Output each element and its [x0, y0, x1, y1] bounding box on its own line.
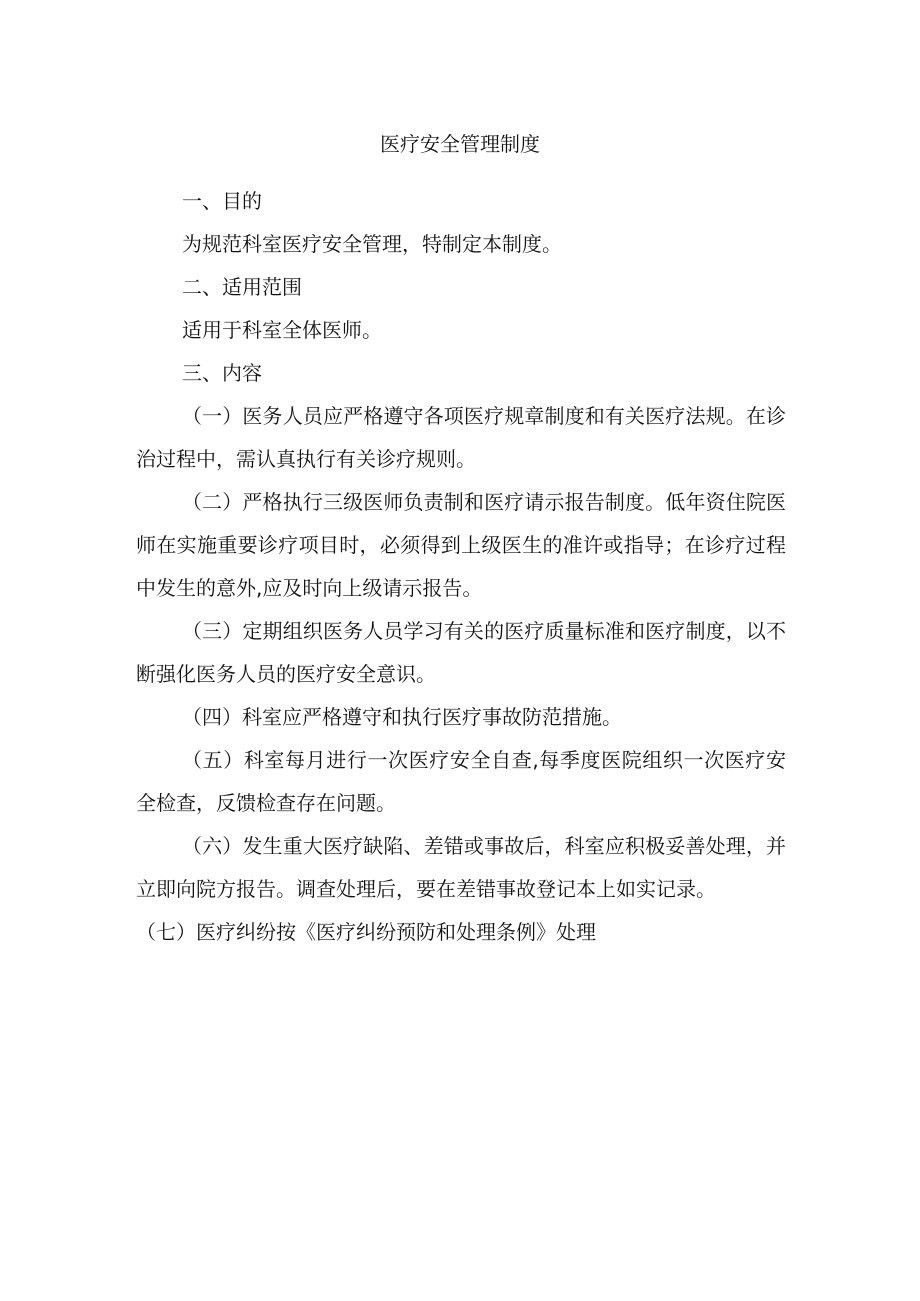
document-title: 医疗安全管理制度	[380, 132, 540, 156]
content-item-7: （七）医疗纠纷按《医疗纠纷预防和处理条例》处理	[136, 920, 596, 944]
section-heading-content: 三、内容	[182, 361, 262, 385]
section-text-purpose: 为规范科室医疗安全管理，特制定本制度。	[182, 232, 562, 256]
content-item-4: （四）科室应严格遵守和执行医疗事故防范措施。	[182, 705, 622, 729]
section-heading-scope: 二、适用范围	[182, 275, 302, 299]
document-body	[136, 180, 786, 954]
section-heading-purpose: 一、目的	[182, 189, 262, 213]
content-item-5: （五）科室每月进行一次医疗安全自查,每季度医院组织一次医疗安全检查，反馈检查存在问题。	[136, 748, 786, 815]
content-item-6: （六）发生重大医疗缺陷、差错或事故后，科室应积极妥善处理，并立即向院方报告。调查处理后，要在差错事故登记本上如实记录。	[136, 834, 786, 901]
section-text-scope: 适用于科室全体医师。	[182, 318, 382, 342]
content-item-2: （二）严格执行三级医师负责制和医疗请示报告制度。低年资住院医师在实施重要诊疗项目时，必须得到上级医生的准许或指导；在诊疗过程中发生的意外,应及时向上级请示报告。	[136, 490, 786, 600]
content-item-3: （三）定期组织医务人员学习有关的医疗质量标准和医疗制度，以不断强化医务人员的医疗安全意识。	[136, 619, 786, 686]
content-item-1: （一）医务人员应严格遵守各项医疗规章制度和有关医疗法规。在诊治过程中，需认真执行有关诊疗规则。	[136, 404, 786, 471]
